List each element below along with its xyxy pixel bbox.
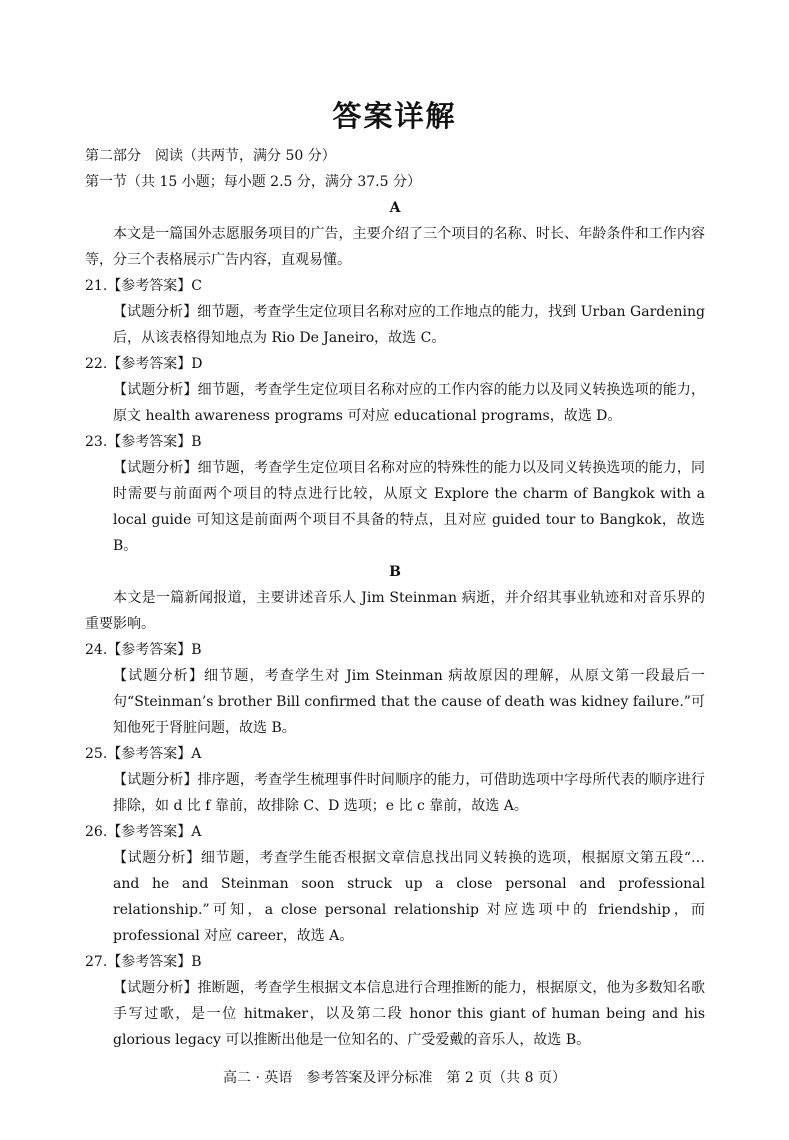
question-block: [85, 819, 705, 949]
answer-key: 22.【参考答案】D: [85, 356, 203, 372]
section-heading: 第一节（共 15 小题；每小题 2.5 分，满分 37.5 分）: [85, 174, 421, 190]
question-block: [85, 741, 705, 819]
answer-key: 27.【参考答案】B: [85, 954, 202, 970]
answer-analysis: 【试题分析】排序题，考查学生梳理事件时间顺序的能力，可借助选项中字母所代表的顺序进行排除，如 d 比 f 靠前，故排除 C、D 选项；e 比 c 靠前，故选 A。: [113, 772, 705, 814]
answer-analysis: 【试题分析】细节题，考查学生定位项目名称对应的工作内容的能力以及同义转换选项的能力，原文 health awareness programs 可对应 educational programs，故选 D。: [113, 382, 705, 424]
question-block: [85, 273, 705, 351]
passage-b: [85, 559, 705, 1053]
part-heading: 第二部分 阅读（共两节，满分 50 分）: [85, 148, 336, 164]
question-block: [85, 949, 705, 1053]
answer-key: 25.【参考答案】A: [85, 746, 202, 762]
page-footer: 高二 · 英语 参考答案及评分标准 第 2 页（共 8 页）: [223, 1070, 566, 1086]
answer-key: 24.【参考答案】B: [85, 642, 202, 658]
answer-key: 21.【参考答案】C: [85, 278, 202, 294]
question-block: [85, 637, 705, 741]
passage-letter: B: [389, 564, 401, 580]
page-title: 答案详解: [332, 99, 457, 133]
question-block: [85, 429, 705, 559]
answer-key: 26.【参考答案】A: [85, 824, 202, 840]
passage-intro: 本文是一篇新闻报道，主要讲述音乐人 Jim Steinman 病逝，并介绍其事业轨迹和对音乐界的重要影响。: [85, 590, 705, 632]
passage-a: [85, 195, 705, 559]
answer-analysis: 【试题分析】细节题，考查学生定位项目名称对应的特殊性的能力以及同义转换选项的能力，同时需要与前面两个项目的特点进行比较，从原文 Explore the charm of Bangkok with a local guide 可知这是前面两个项目不具备的特点，且对应 guided tour to Bangkok，故选 B。: [113, 460, 705, 554]
answer-analysis: 【试题分析】细节题，考查学生对 Jim Steinman 病故原因的理解，从原文第一段最后一句“Steinman’s brother Bill confirmed that the cause of death was kidney failure.”可知他死于肾脏问题，故选 B。: [113, 668, 705, 736]
passage-intro: 本文是一篇国外志愿服务项目的广告，主要介绍了三个项目的名称、时长、年龄条件和工作内容等，分三个表格展示广告内容，直观易懂。: [85, 226, 705, 268]
answer-analysis: 【试题分析】细节题，考查学生定位项目名称对应的工作地点的能力，找到 Urban Gardening后，从该表格得知地点为 Rio De Janeiro，故选 C。: [113, 304, 705, 346]
answer-analysis: 【试题分析】推断题，考查学生根据文本信息进行合理推断的能力，根据原文，他为多数知名歌手写过歌，是一位 hitmaker，以及第二段 honor this giant of human being and his glorious legacy 可以推断出他是一位知名的、广受爱戴的音乐人，故选 B。: [113, 980, 705, 1048]
question-block: [85, 351, 705, 429]
answer-analysis: 【试题分析】细节题，考查学生能否根据文章信息找出同义转换的选项，根据原文第五段“… and he and Steinman soon struck up a close personal and professional relationship.”可知，a close personal relationship 对应选项中的 friendship，而 professional 对应 career，故选 A。: [113, 850, 705, 944]
answer-content: [85, 143, 705, 1053]
passage-letter: A: [389, 200, 401, 216]
answer-key: 23.【参考答案】B: [85, 434, 202, 450]
